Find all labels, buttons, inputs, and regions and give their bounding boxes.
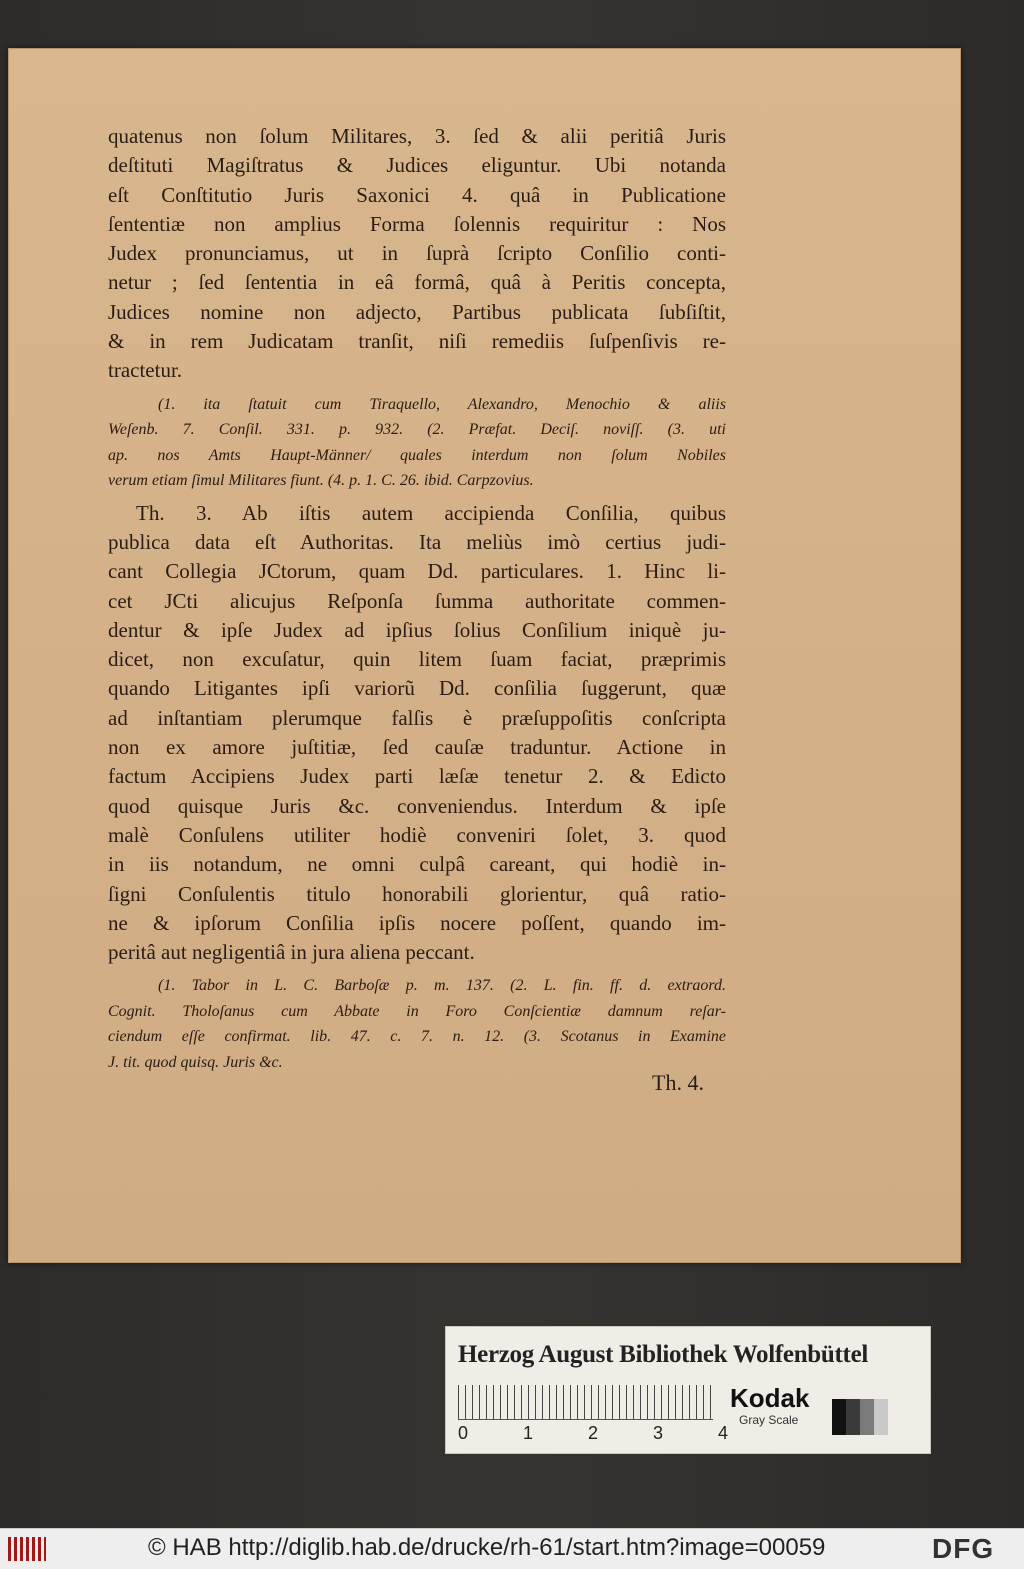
text-line: tractetur. — [108, 358, 183, 383]
paragraph-th3 — [108, 499, 726, 968]
color-control-bar — [445, 1326, 931, 1454]
text-line: factum Accipiens Judex parti læſæ tenetur 2. & Edicto — [108, 764, 726, 789]
text-line: in iis notandum, ne omni culpâ careant, qui hodiè in- — [108, 852, 726, 877]
footnote-line: verum etiam ſimul Militares fiunt. (4. p. 1. C. 26. ibid. Carpzovius. — [108, 472, 534, 490]
paragraph-th2-continued — [108, 122, 726, 386]
text-line: non ex amore juſtitiæ, ſed cauſæ traduntur. Actione in — [108, 735, 726, 760]
text-line: netur ; ſed ſententia in eâ formâ, quâ à Peritis concepta, — [108, 270, 726, 295]
text-line: & in rem Judicatam tranſit, niſi remediis ſuſpenſivis re- — [108, 329, 726, 354]
text-line: ſententiæ non amplius Forma ſolennis requiritur : Nos — [108, 211, 726, 236]
footnote-line: Cognit. Tholoſanus cum Abbate in Foro Conſcientiæ damnum reſar- — [108, 1002, 726, 1020]
text-line: cant Collegia JCtorum, quam Dd. particulares. 1. Hinc li- — [108, 559, 726, 584]
text-line: quando Litigantes ipſi variorũ Dd. conſilia ſuggerunt, quæ — [108, 676, 726, 701]
gray-swatch — [832, 1399, 846, 1435]
text-line: quatenus non ſolum Militares, 3. ſed & alii peritiâ Juris — [108, 124, 726, 148]
text-line: ad inſtantiam plerumque falſis è præſuppoſitis conſcripta — [108, 705, 726, 730]
footnote-line: J. tit. quod quisq. Juris &c. — [108, 1053, 283, 1071]
institution-name: Herzog August Bibliothek Wolfenbüttel — [458, 1341, 869, 1368]
catchword: Th. 4. — [652, 1070, 704, 1095]
ruler-number: 4 — [717, 1423, 728, 1443]
gray-swatch — [874, 1399, 888, 1435]
ruler-number: 1 — [522, 1423, 533, 1443]
ruler-number: 0 — [458, 1423, 469, 1443]
text-line: ſigni Conſulentis titulo honorabili glorientur, quâ ratio- — [108, 881, 726, 906]
footnote-line: ciendum eſſe confirmat. lib. 47. c. 7. n. 12. (3. Scotanus in Examine — [108, 1028, 726, 1046]
footnotes-block-1 — [108, 392, 726, 494]
page-text — [108, 122, 726, 1075]
text-line: Judices nomine non adjecto, Partibus publicata ſubſiſtit, — [108, 299, 726, 324]
gray-swatch — [860, 1399, 874, 1435]
text-line: peritâ aut negligentiâ in jura aliena peccant. — [108, 940, 475, 965]
viewer-footer — [0, 1528, 1024, 1569]
ruler-numbers — [458, 1423, 728, 1444]
dfg-logo: DFG — [932, 1533, 995, 1564]
text-line: malè Conſulens utiliter hodiè conveniri ſolet, 3. quod — [108, 822, 726, 847]
text-line: Th. 3. Ab iſtis autem accipienda Conſilia, quibus — [136, 500, 726, 525]
kodak-logo: Kodak — [730, 1383, 810, 1413]
text-line: eſt Conſtitutio Juris Saxonici 4. quâ in Publicatione — [108, 182, 726, 207]
footnote-line: Weſenb. 7. Conſil. 331. p. 932. (2. Præfat. Deciſ. noviſſ. (3. uti — [108, 421, 726, 439]
text-line: quod quisque Juris &c. conveniendus. Interdum & ipſe — [108, 793, 726, 818]
ruler-number: 2 — [587, 1423, 598, 1443]
text-line: publica data eſt Authoritas. Ita meliùs imò certius judi- — [108, 529, 726, 554]
text-line: deſtituti Magiſtratus & Judices eliguntur. Ubi notanda — [108, 153, 726, 178]
text-line: cet JCti alicujus Reſponſa ſumma authoritate commen- — [108, 588, 726, 613]
footnotes-block-2 — [108, 973, 726, 1075]
ruler-baseline — [458, 1419, 713, 1420]
gray-swatch — [846, 1399, 860, 1435]
footnote-line: ap. nos Amts Haupt-Männer/ quales interdum non ſolum Nobiles — [108, 446, 726, 464]
footnote-line: (1. Tabor in L. C. Barboſæ p. m. 137. (2. L. fin. ff. d. extraord. — [158, 977, 726, 995]
hab-logo-icon — [8, 1537, 46, 1561]
text-line: ne & ipſorum Conſilia ipſis nocere poſſent, quando im- — [108, 910, 726, 935]
gray-scale-label: Gray Scale — [739, 1413, 799, 1427]
text-line: dicet, non excuſatur, quin litem ſuam faciat, præprimis — [108, 647, 726, 672]
text-line: dentur & ipſe Judex ad ipſius ſolius Conſilium iniquè ju- — [108, 617, 726, 642]
ruler-number: 3 — [652, 1423, 663, 1443]
text-line: Judex pronunciamus, ut in ſuprà ſcripto Conſilio conti- — [108, 241, 726, 266]
scale-ruler — [458, 1385, 713, 1419]
copyright-link[interactable]: © HAB http://diglib.hab.de/drucke/rh-61/start.htm?image=00059 — [148, 1534, 826, 1561]
footnote-line: (1. ita ſtatuit cum Tiraquello, Alexandro, Menochio & aliis — [158, 395, 726, 413]
